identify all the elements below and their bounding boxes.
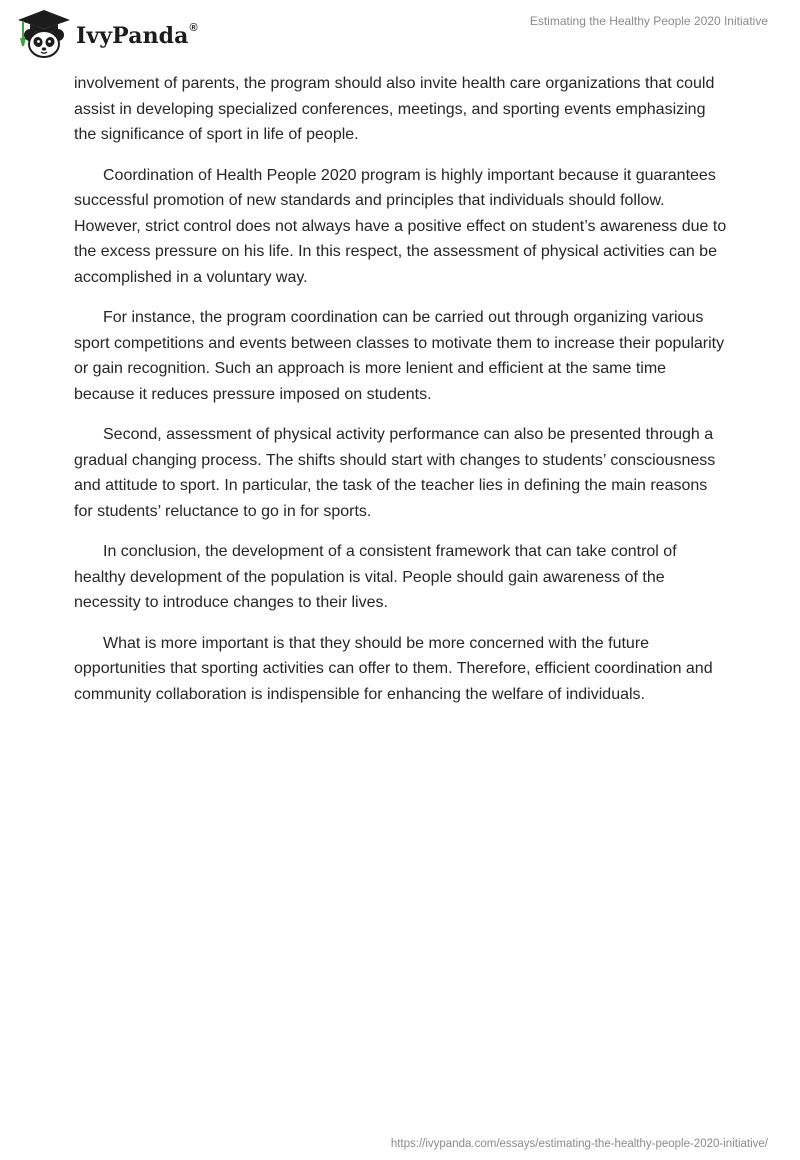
brand-name: IvyPanda® xyxy=(76,21,198,49)
source-url[interactable]: https://ivypanda.com/essays/estimating-the-healthy-people-2020-initiative/ xyxy=(390,1138,768,1150)
panda-graduate-icon xyxy=(14,8,74,60)
paragraph: For instance, the program coordination can be carried out through organizing various sport competitions and events between classes to motivate them to increase their popularity or gain recognition. Such an approach is more lenient and efficient at the same time because it reduces pressure imposed on students. xyxy=(74,309,725,403)
paragraph: In conclusion, the development of a consistent framework that can take control of healthy development of the population is vital. People should gain awareness of the necessity to introduce changes to their lives. xyxy=(74,543,677,611)
paragraph: involvement of parents, the program should also invite health care organizations that could assist in developing specialized conferences, meetings, and sporting events emphasizing the significance of sport in life of people. xyxy=(74,75,715,143)
paragraph: What is more important is that they should be more concerned with the future opportunities that sporting activities can offer to them. Therefore, efficient coordination and community collaboration is indispensible for enhancing the welfare of individuals. xyxy=(74,634,713,703)
running-title: Estimating the Healthy People 2020 Initiative xyxy=(529,14,768,28)
page-header xyxy=(0,0,800,70)
registered-mark: ® xyxy=(189,21,198,34)
paragraph: Coordination of Health People 2020 program is highly important because it guarantees successful promotion of new standards and principles that individuals should follow. However, strict control does not always have a positive effect on student’s awareness due to the excess pressure on his life. In this respect, the assessment of physical activities can be accomplished in a voluntary way. xyxy=(74,166,727,286)
paragraph: Second, assessment of physical activity performance can also be presented through a gradual changing process. The shifts should start with changes to students’ consciousness and attitude to sport. In particular, the task of the teacher lies in defining the main reasons for students’ reluctance to go in for sports. xyxy=(74,426,716,520)
ivypanda-logo[interactable] xyxy=(14,8,198,60)
essay-body xyxy=(74,71,728,722)
